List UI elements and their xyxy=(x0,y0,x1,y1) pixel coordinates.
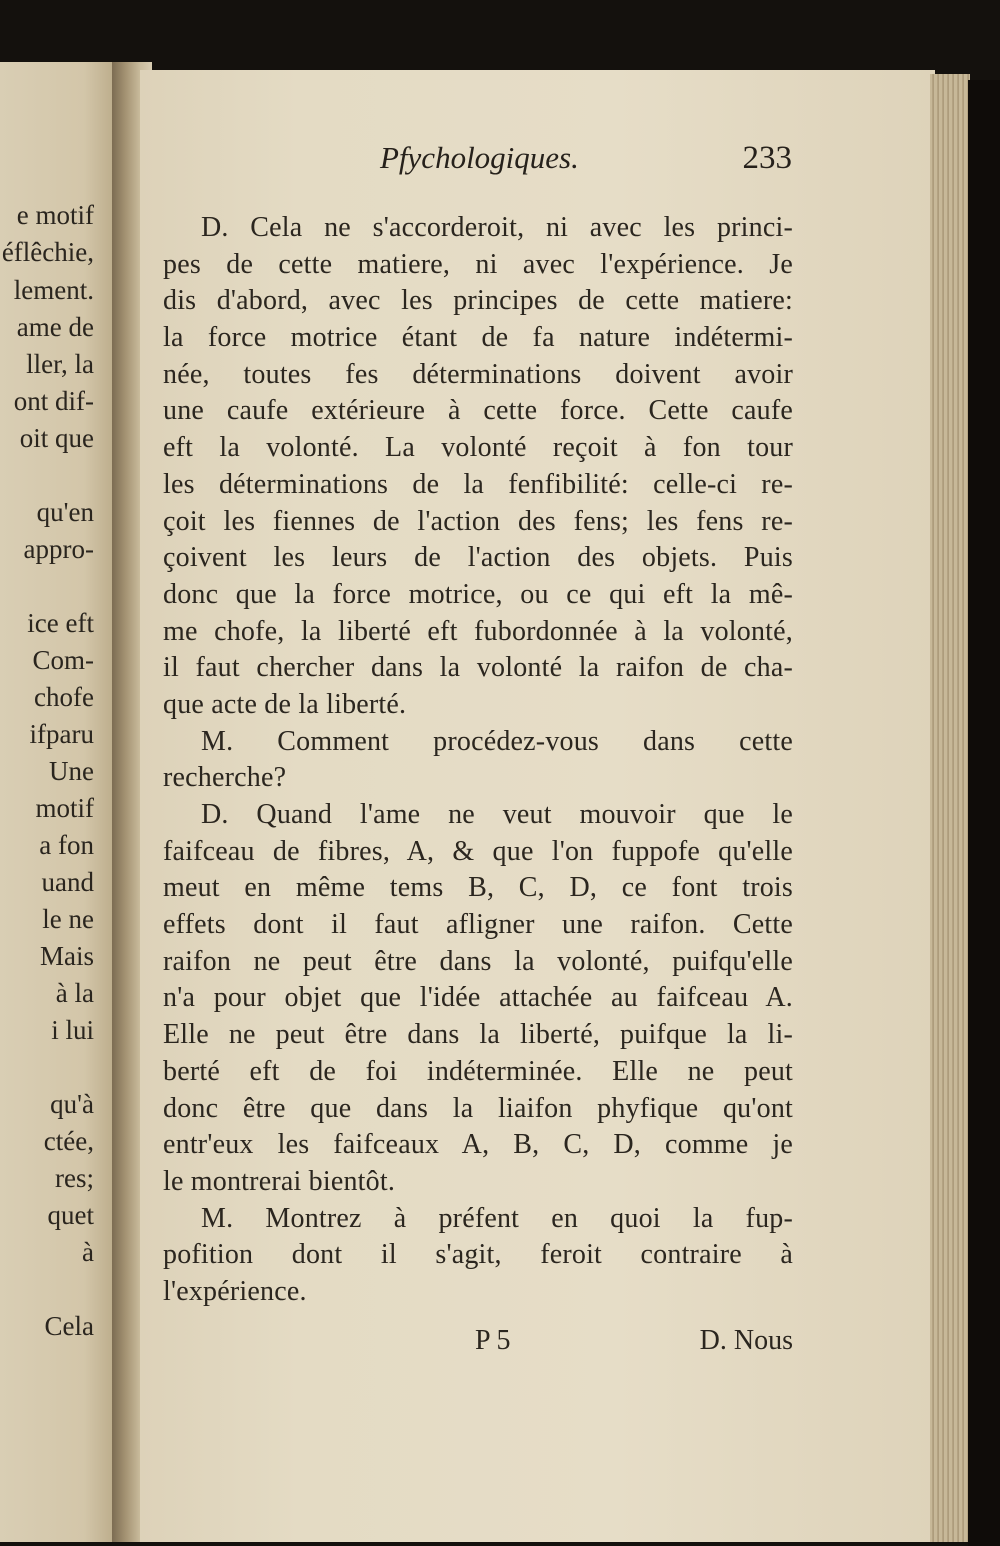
text-line: entr'eux les faifceaux A, B, C, D, comme je xyxy=(163,1129,793,1161)
text-line: eft la volonté. La volonté reçoit à fon tour xyxy=(163,432,793,464)
left-fragment: qu'à xyxy=(50,1089,94,1119)
signature-mark: P 5 xyxy=(475,1325,511,1356)
text-line: les déterminations de la fenfibilité: celle-ci re- xyxy=(163,468,793,500)
running-head: Pfychologiques. xyxy=(380,140,579,175)
left-fragment: qu'en xyxy=(36,497,94,527)
text-line: me chofe, la liberté eft fubordonnée à la volonté, xyxy=(163,615,793,647)
left-fragment: oit que xyxy=(19,423,94,453)
page-header xyxy=(380,140,800,184)
text-line: dis d'abord, avec les principes de cette matiere: xyxy=(163,285,793,317)
left-fragment: uand xyxy=(41,867,94,897)
page-number: 233 xyxy=(742,140,792,176)
left-fragment: ame de xyxy=(16,312,94,342)
left-fragment: à la xyxy=(55,978,94,1008)
left-page-text xyxy=(0,62,116,1542)
text-line: çoit les fiennes de l'action des fens; les fens re- xyxy=(163,505,793,537)
left-fragment: Mais xyxy=(40,941,94,971)
left-fragment: ont dif- xyxy=(13,386,94,416)
text-line: la force motrice étant de fa nature indétermi- xyxy=(163,322,793,354)
left-fragment: res; xyxy=(55,1163,94,1193)
left-fragment: quet xyxy=(47,1200,94,1230)
text-line: il faut chercher dans la volonté la raifon de cha- xyxy=(163,652,793,684)
text-line: pes de cette matiere, ni avec l'expérience. Je xyxy=(163,248,793,280)
text-line: berté eft de foi indéterminée. Elle ne peut xyxy=(163,1055,793,1087)
left-page xyxy=(0,62,120,1542)
text-line: l'expérience. xyxy=(163,1275,307,1307)
text-line: donc que la force motrice, ou ce qui eft la mê- xyxy=(163,578,793,610)
text-line: M. Comment procédez-vous dans cette xyxy=(201,725,793,757)
text-line: meut en même tems B, C, D, ce font trois xyxy=(163,872,793,904)
left-fragment: Une xyxy=(49,756,94,786)
text-line: le montrerai bientôt. xyxy=(163,1165,396,1197)
left-fragment: e motif xyxy=(16,200,94,230)
left-fragment: Cela xyxy=(44,1311,94,1341)
left-fragment: ice eft xyxy=(27,608,94,638)
left-fragment: motif xyxy=(35,793,94,823)
text-line: M. Montrez à préfent en quoi la fup- xyxy=(201,1202,793,1234)
page-edges xyxy=(930,74,970,1542)
left-fragment: a fon xyxy=(39,830,94,860)
text-line: D. Cela ne s'accorderoit, ni avec les princi- xyxy=(201,212,793,243)
text-line: faifceau de fibres, A, & que l'on fuppofe qu'elle xyxy=(163,835,793,867)
left-fragment: ller, la xyxy=(26,349,94,379)
left-fragment: ifparu xyxy=(29,719,94,749)
catchword: D. Nous xyxy=(699,1325,793,1356)
text-line: pofition dont il s'agit, feroit contraire à xyxy=(163,1239,793,1271)
text-line: effets dont il faut afligner une raifon. Cette xyxy=(163,909,793,941)
text-line: D. Quand l'ame ne veut mouvoir que le xyxy=(201,799,793,830)
page-footer xyxy=(163,1325,793,1365)
text-line: raifon ne peut être dans la volonté, puifqu'elle xyxy=(163,945,793,977)
text-line: Elle ne peut être dans la liberté, puifque la li- xyxy=(163,1019,793,1051)
left-fragment: appro- xyxy=(23,534,94,564)
text-line: une caufe extérieure à cette force. Cette caufe xyxy=(163,395,793,427)
page-shadow xyxy=(968,80,1000,1546)
left-fragment: éflêchie, xyxy=(1,237,94,267)
left-fragment: i lui xyxy=(51,1015,94,1045)
text-line: n'a pour objet que l'idée attachée au faifceau A. xyxy=(163,982,793,1014)
left-fragment: chofe xyxy=(34,682,94,712)
text-line: recherche? xyxy=(163,762,287,794)
body-text xyxy=(163,210,793,1311)
left-fragment: Com- xyxy=(32,645,94,675)
text-line: que acte de la liberté. xyxy=(163,688,407,720)
left-fragment: ctée, xyxy=(43,1126,94,1156)
text-line: donc être que dans la liaifon phyfique qu'ont xyxy=(163,1092,793,1124)
text-line: née, toutes fes déterminations doivent avoir xyxy=(163,358,793,390)
left-fragment: le ne xyxy=(42,904,94,934)
left-fragment: lement. xyxy=(13,275,94,305)
left-fragment: à xyxy=(82,1237,94,1267)
text-line: çoivent les leurs de l'action des objets. Puis xyxy=(163,542,793,574)
